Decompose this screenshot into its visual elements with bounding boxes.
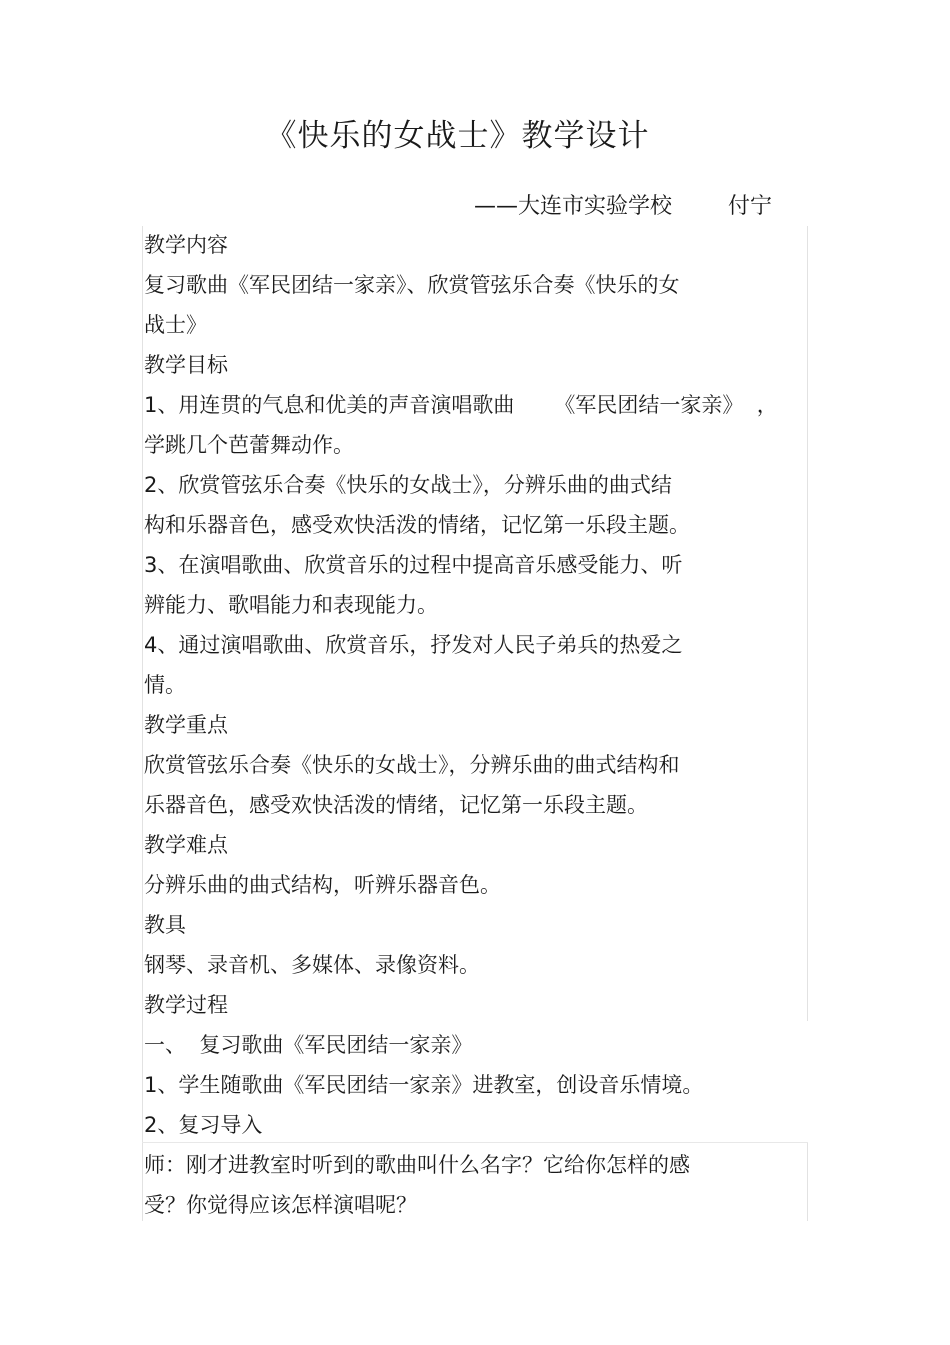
text-line: 教学难点 xyxy=(144,833,228,857)
text-line: 2、欣赏管弦乐合奏《快乐的女战士》，分辨乐曲的曲式结 xyxy=(144,473,672,497)
text-line: 情。 xyxy=(144,673,186,697)
text-line: 学跳几个芭蕾舞动作。 xyxy=(144,433,354,457)
text-line: 辨能力、歌唱能力和表现能力。 xyxy=(144,593,438,617)
document-title: 《快乐的女战士》教学设计 xyxy=(265,118,650,154)
text-line: 2、复习导入 xyxy=(144,1113,263,1137)
text-line: 钢琴、录音机、多媒体、录像资料。 xyxy=(144,953,480,977)
text-line: 战士》 xyxy=(144,313,207,337)
text-line: 师：刚才进教室时听到的歌曲叫什么名字？它给你怎样的感 xyxy=(144,1153,690,1177)
text-line: 分辨乐曲的曲式结构，听辨乐器音色。 xyxy=(144,873,501,897)
text-line: 欣赏管弦乐合奏《快乐的女战士》，分辨乐曲的曲式结构和 xyxy=(144,753,680,777)
text-line: 乐器音色，感受欢快活泼的情绪，记忆第一乐段主题。 xyxy=(144,793,648,817)
text-line: 教学内容 xyxy=(144,233,228,257)
text-line: 1、用连贯的气息和优美的声音演唱歌曲 《军民团结一家亲》 ， xyxy=(144,393,778,417)
text-line: 复习歌曲《军民团结一家亲》、欣赏管弦乐合奏《快乐的女 xyxy=(144,273,680,297)
text-line: 受？你觉得应该怎样演唱呢？ xyxy=(144,1193,417,1217)
text-line: 构和乐器音色，感受欢快活泼的情绪，记忆第一乐段主题。 xyxy=(144,513,690,537)
text-line: 教学过程 xyxy=(144,993,228,1017)
table-border-left xyxy=(142,226,143,1221)
table-border-mid xyxy=(142,1142,808,1143)
text-line: 教学目标 xyxy=(144,353,228,377)
text-line: 一、 复习歌曲《军民团结一家亲》 xyxy=(144,1033,473,1057)
table-border-right-lower xyxy=(807,1142,808,1221)
text-line: 教学重点 xyxy=(144,713,228,737)
text-line: 1、学生随歌曲《军民团结一家亲》进教室，创设音乐情境。 xyxy=(144,1073,704,1097)
author-line: ——大连市实验学校 付宁 xyxy=(474,194,772,219)
text-line: 3、在演唱歌曲、欣赏音乐的过程中提高音乐感受能力、听 xyxy=(144,553,683,577)
text-line: 教具 xyxy=(144,913,186,937)
text-line: 4、通过演唱歌曲、欣赏音乐，抒发对人民子弟兵的热爱之 xyxy=(144,633,683,657)
table-border-right xyxy=(807,226,808,1021)
